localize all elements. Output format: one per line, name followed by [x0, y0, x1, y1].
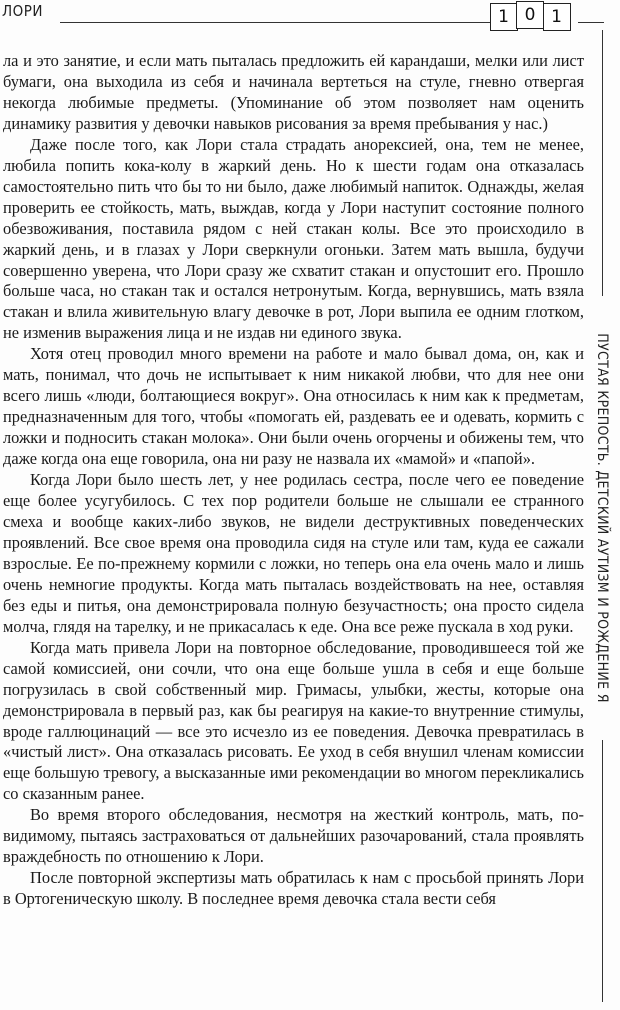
page-number-digit: 1: [543, 3, 571, 31]
side-rule-top: [602, 30, 603, 296]
paragraph: ла и это занятие, и если мать пыталась предложить ей карандаши, мелки или лист бумаги, она выходила из себя и начинала вертеться на стуле, гневно отвергая некогда любимые предметы. (Упоминание об этом позволяет нам оценить динамику развития у девочки навыков рисования за время пребывания у нас.): [3, 51, 584, 133]
paragraph: Когда мать привела Лори на повторное обследование, проводившееся той же самой комиссией, они сочли, что она еще больше ушла в себя и еще больше погрузилась в свой собственный мир. Гримасы, улыбки, жесты, которые она демонстрировала в первый раз, как бы реагируя на какие-то внутренние стимулы, вроде галлюцинаций — все это исчезло из ее поведения. Девочка превратилась в «чистый лист». Она отказалась рисовать. Ее уход в себя внушил членам комиссии еще большую тревогу, а высказанные ими рекомендации во многом перекликались со сказанным ранее.: [3, 637, 584, 804]
paragraph: Даже после того, как Лори стала страдать анорексией, она, тем не менее, любила попить кока-колу в жаркий день. Но к шести годам она отказалась самостоятельно пить что бы то ни было, даже любимый напиток. Однажды, желая проверить ее стойкость, мать, выждав, когда у Лори наступит состояние полного обезвоживания, поставила рядом с ней стакан колы. Все это происходило в жаркий день, и в глазах у Лори сверкнули огоньки. Затем мать вышла, будучи совершенно уверена, что Лори сразу же схватит стакан и опустошит его. Прошло больше часа, но стакан так и остался нетронутым. Когда, вернувшись, мать взяла стакан и влила живительную влагу девочке в рот, Лори выпила ее одним глотком, не изменив выражения лица и не издав ни единого звука.: [3, 134, 584, 343]
side-running-title: ПУСТАЯ КРЕПОСТЬ. ДЕТСКИЙ АУТИЗМ И РОЖДЕНИЕ Я: [594, 333, 610, 703]
page-number-digit: 0: [516, 1, 544, 29]
paragraph: Хотя отец проводил много времени на работе и мало бывал дома, он, как и мать, понимал, что дочь не испытывает к ним никакой любви, что для нее они всего лишь «люди, болтающиеся вокруг». Она относилась к ним как к предметам, предназначенным для того, чтобы «помогать ей, раздевать ее и одевать, кормить с ложки и подносить стакан молока». Они были очень огорчены и обижены тем, что даже когда она еще говорила, она ни разу не назвала их «мамой» и «папой».: [3, 344, 584, 469]
body-text: [3, 51, 584, 910]
header-rule-right: [578, 22, 604, 23]
paragraph: Когда Лори было шесть лет, у нее родилась сестра, после чего ее поведение еще более усугубилось. С тех пор родители больше не слышали ее странного смеха и вообще каких-либо звуков, не видели деструктивных поведенческих проявлений. Все свое время она проводила сидя на стуле или там, куда ее сажали взрослые. Ее по-прежнему кормили с ложки, но теперь она ела очень мало и лишь очень немногие продукты. Когда мать пыталась воздействовать на нее, оставляя без еды и питья, она демонстрировала полную безучастность; она просто сидела молча, глядя на тарелку, и не прикасалась к еде. Она все реже пускала в ход руки.: [3, 470, 584, 636]
paragraph: После повторной экспертизы мать обратилась к нам с просьбой принять Лори в Ортогеническую школу. В последнее время девочка стала вести себя: [3, 868, 584, 909]
page-number: [491, 3, 571, 31]
paragraph: Во время второго обследования, несмотря на жесткий контроль, мать, по-видимому, пытаясь застраховаться от дальнейших разочарований, стала проявлять враждебность по отношению к Лори.: [3, 805, 584, 867]
side-rule-bottom: [602, 740, 603, 1002]
header-rule: [60, 22, 490, 23]
running-head: ЛОРИ: [2, 2, 44, 20]
page-number-digit: 1: [490, 3, 518, 31]
